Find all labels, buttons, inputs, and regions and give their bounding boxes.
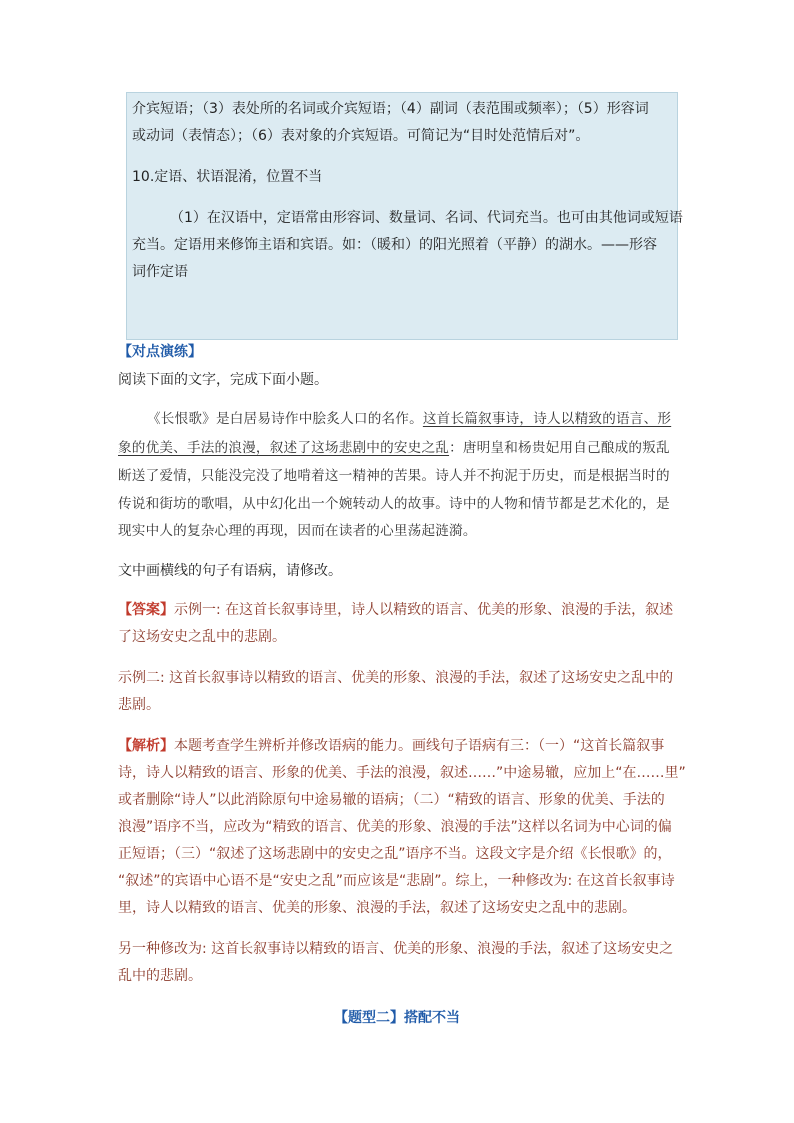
answer-text: 示例一: 在这首长叙事诗里，诗人以精致的语言、优美的形象、浪漫的手法，叙述 xyxy=(174,602,674,618)
passage-line-4: 传说和街坊的歌唱，从中幻化出一个婉转动人的故事。诗中的人物和情节都是艺术化的，是 xyxy=(118,496,670,512)
passage-line-2 xyxy=(118,438,670,458)
passage-line-5: 现实中人的复杂心理的再现，因而在读者的心里荡起涟漪。 xyxy=(118,523,477,539)
answer-example-2-line-2: 悲剧。 xyxy=(118,697,160,713)
box-heading: 10.定语、状语混淆，位置不当 xyxy=(132,169,323,185)
analysis-label: 【解析】 xyxy=(118,738,174,754)
section-title: 【题型二】搭配不当 xyxy=(334,1010,460,1026)
passage-plain-text: 《长恨歌》是白居易诗作中脍炙人口的名作。 xyxy=(147,411,423,427)
passage-line-1 xyxy=(147,409,671,429)
analysis-alt-line-1: 另一种修改为: 这首长叙事诗以精致的语言、优美的形象、浪漫的手法，叙述了这场安史之 xyxy=(118,941,674,957)
answer-label: 【答案】 xyxy=(118,602,174,618)
answer-example-2-line-1: 示例二: 这首长叙事诗以精致的语言、优美的形象、浪漫的手法，叙述了这场安史之乱中的 xyxy=(118,670,674,686)
question-text: 文中画横线的句子有语病，请修改。 xyxy=(118,563,342,579)
analysis-line-1 xyxy=(118,736,664,756)
analysis-line-3: 或者删除“诗人”以此消除原句中途易辙的语病；（二）“精致的语言、形象的优美、手法的 xyxy=(118,792,665,808)
box-para-line-1: （1）在汉语中，定语常由形容词、数量词、名词、代词充当。也可由其他词或短语 xyxy=(170,210,683,226)
analysis-line-2: 诗，诗人以精致的语言、形象的优美、手法的浪漫，叙述……”中途易辙，应加上“在……里” xyxy=(118,765,686,781)
analysis-line-6: “叙述”的宾语中心语不是“安史之乱”而应该是“悲剧”。综上，一种修改为: 在这首长叙事诗 xyxy=(118,873,675,889)
knowledge-box xyxy=(126,92,683,340)
analysis-line-5: 正短语；（三）“叙述了这场悲剧中的安史之乱”语序不当。这段文字是介绍《长恨歌》的， xyxy=(118,846,672,862)
box-line-1: 介宾短语；（3）表处所的名词或介宾短语；（4）副词（表范围或频率）；（5）形容词 xyxy=(132,101,649,117)
analysis-alt-line-2: 乱中的悲剧。 xyxy=(118,968,202,984)
answer-example-1-line-2: 了这场安史之乱中的悲剧。 xyxy=(118,629,286,645)
analysis-line-4: 浪漫”语序不当，应改为“精致的语言、优美的形象、浪漫的手法”这样以名词为中心词的偏 xyxy=(118,819,672,835)
box-line-2: 或动词（表情态）；（6）表对象的介宾短语。可简记为“目时处范情后对”。 xyxy=(132,128,590,144)
passage-plain-text: ：唐明皇和杨贵妃用自己酿成的叛乱 xyxy=(449,440,670,456)
passage-line-3: 断送了爱情，只能没完没了地啃着这一精神的苦果。诗人并不拘泥于历史，而是根据当时的 xyxy=(118,468,670,484)
answer-example-1-line-1 xyxy=(118,600,673,620)
box-para-line-2: 充当。定语用来修饰主语和宾语。如：（暖和）的阳光照着（平静）的湖水。——形容 xyxy=(132,237,657,253)
analysis-text: 本题考查学生辨析并修改语病的能力。画线句子语病有三：（一）“这首长篇叙事 xyxy=(174,738,665,754)
practice-instruction: 阅读下面的文字，完成下面小题。 xyxy=(118,372,328,388)
practice-title: 【对点演练】 xyxy=(118,344,202,360)
underlined-sentence: 象的优美、手法的浪漫，叙述了这场悲剧中的安史之乱 xyxy=(118,440,450,456)
underlined-sentence: 这首长篇叙事诗，诗人以精致的语言、形 xyxy=(422,411,672,427)
box-para-line-3: 词作定语 xyxy=(132,264,188,280)
analysis-line-7: 里，诗人以精致的语言、优美的形象、浪漫的手法，叙述了这场安史之乱中的悲剧。 xyxy=(118,900,636,916)
